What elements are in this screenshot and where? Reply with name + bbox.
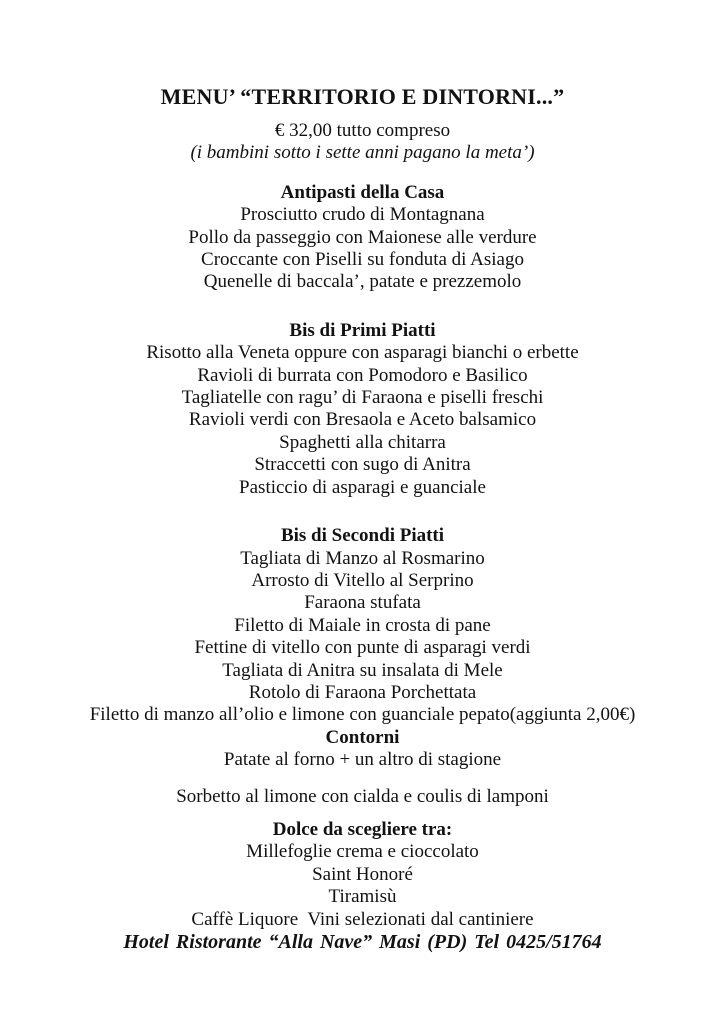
menu-item: Pollo da passeggio con Maionese alle verdure [188, 226, 537, 248]
menu-item: Croccante con Piselli su fonduta di Asiago [201, 249, 524, 271]
menu-item: Filetto di Maiale in crosta di pane [234, 614, 491, 636]
section-heading-contorni: Contorni [325, 726, 400, 748]
menu-item: Fettine di vitello con punte di asparagi verdi [194, 637, 531, 659]
section-contorni [0, 727, 725, 772]
section-dolci [0, 819, 725, 931]
menu-item: Rotolo di Faraona Porchettata [248, 681, 477, 703]
menu-item: Tiramisù [328, 886, 397, 908]
menu-item: Patate al forno + un altro di stagione [223, 749, 502, 771]
price-line: € 32,00 tutto compreso [274, 120, 451, 141]
sorbetto-line: Sorbetto al limone con cialda e coulis di lamponi [176, 785, 549, 807]
section-heading-antipasti: Antipasti della Casa [280, 181, 445, 203]
menu-item: Pasticcio di asparagi e guanciale [239, 476, 486, 498]
menu-item: Tagliatelle con ragu’ di Faraona e piselli freschi [181, 387, 544, 409]
section-heading-dolci: Dolce da scegliere tra: [272, 818, 453, 840]
menu-item: Risotto alla Veneta oppure con asparagi bianchi o erbette [146, 342, 579, 364]
section-secondi [0, 525, 725, 727]
menu-item: Quenelle di baccala’, patate e prezzemolo [203, 271, 522, 293]
restaurant-contact-line: Hotel Ristorante “Alla Nave” Masi (PD) Tel 0425/51764 [123, 931, 602, 953]
menu-item: Spaghetti alla chitarra [279, 431, 446, 453]
menu-item: Prosciutto crudo di Montagnana [240, 204, 485, 226]
section-primi [0, 320, 725, 499]
menu-item: Filetto di manzo all’olio e limone con guanciale pepato(aggiunta 2,00€) [89, 704, 636, 726]
menu-item: Ravioli verdi con Bresaola e Aceto balsamico [188, 409, 537, 431]
menu-item: Arrosto di Vitello al Serprino [251, 569, 474, 591]
menu-item: Straccetti con sugo di Anitra [254, 454, 471, 476]
section-antipasti [0, 182, 725, 294]
menu-item: Caffè Liquore Vini selezionati dal cantiniere [191, 908, 534, 930]
menu-item: Tagliata di Manzo al Rosmarino [240, 547, 485, 569]
menu-item: Faraona stufata [304, 592, 421, 614]
menu-title: MENU’ “TERRITORIO E DINTORNI...” [160, 84, 565, 109]
menu-item: Saint Honoré [312, 863, 413, 885]
section-heading-primi: Bis di Primi Piatti [289, 319, 436, 341]
menu-item: Tagliata di Anitra su insalata di Mele [222, 659, 503, 681]
menu-item: Ravioli di burrata con Pomodoro e Basilico [197, 364, 528, 386]
children-discount-note: (i bambini sotto i sette anni pagano la meta’) [190, 142, 535, 164]
section-heading-secondi: Bis di Secondi Piatti [280, 525, 445, 547]
menu-item: Millefoglie crema e cioccolato [246, 841, 479, 863]
